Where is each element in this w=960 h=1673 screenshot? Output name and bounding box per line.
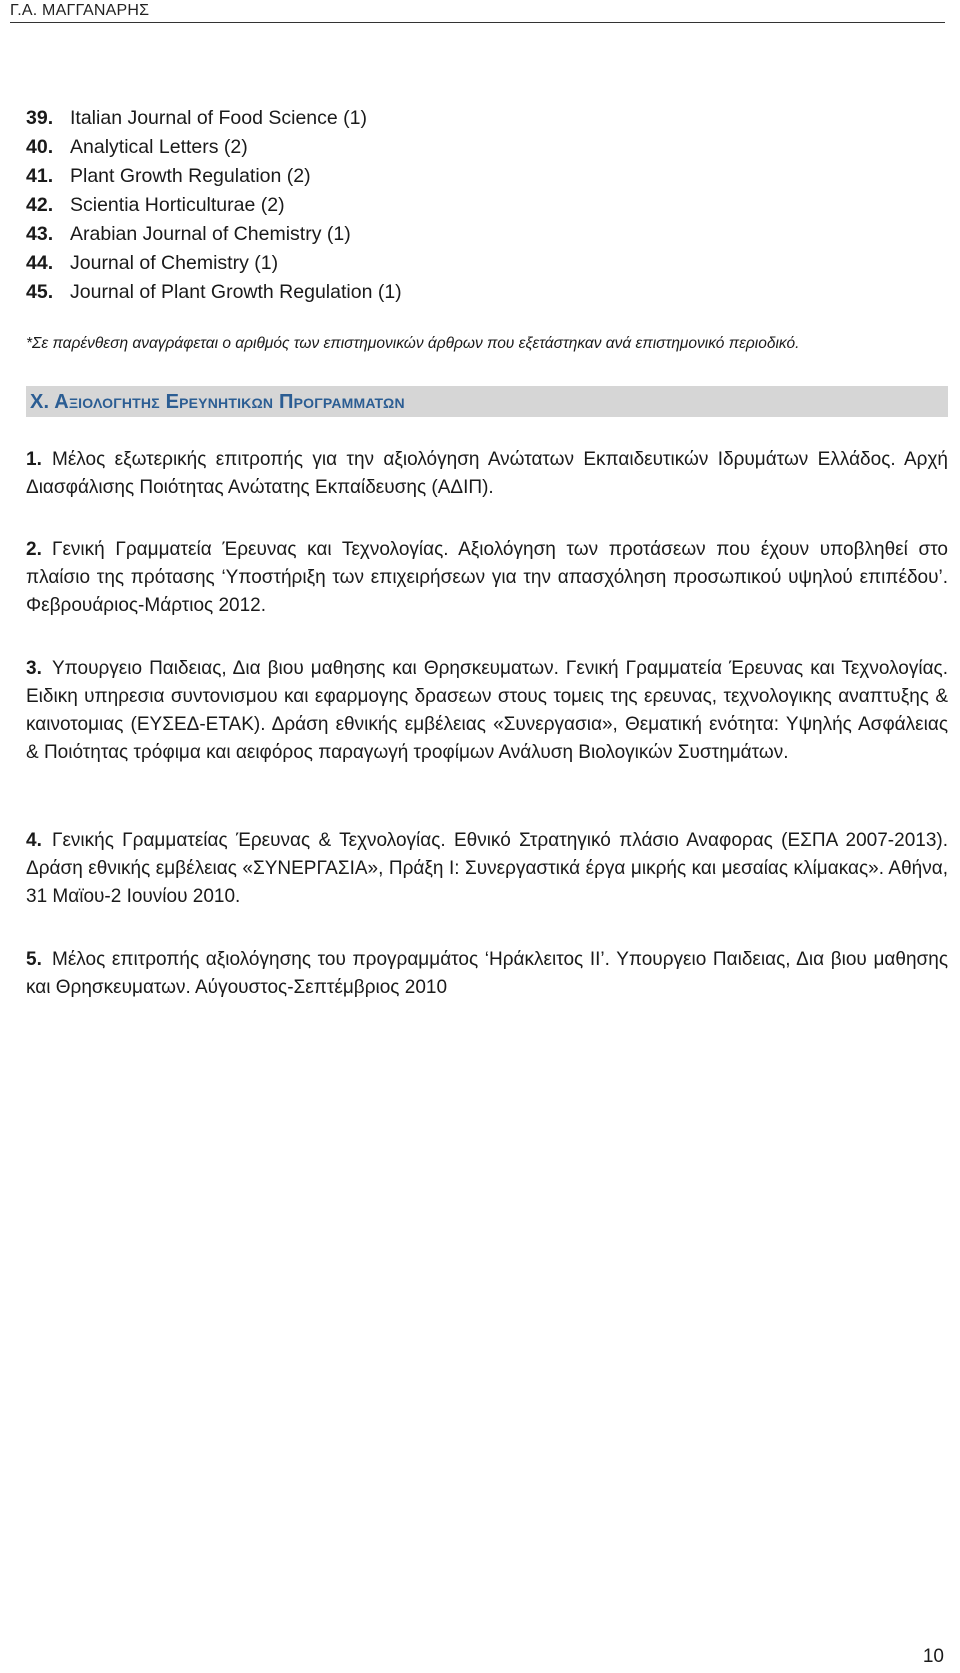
section-title: Χ. Αξιολογητης Ερευνητικων Προγραμματων [30,391,405,413]
evaluator-item [26,446,948,502]
evaluator-item [26,536,948,620]
journal-number: 39. [26,107,54,129]
journal-text: Plant Growth Regulation (2) [70,165,311,187]
journal-text: Italian Journal of Food Science (1) [70,107,367,129]
journal-item [26,104,402,133]
journal-number: 41. [26,165,54,187]
header-rule [10,22,945,23]
journal-item [26,220,402,249]
journal-item [26,278,402,307]
journal-text: Scientia Horticulturae (2) [70,194,285,216]
journal-number: 42. [26,194,54,216]
journal-number: 44. [26,252,54,274]
evaluator-item [26,655,948,767]
journal-number: 43. [26,223,54,245]
item-text: Γενική Γραμματεία Έρευνας και Τεχνολογίας. Αξιολόγηση των προτάσεων που έχουν υποβληθεί στο πλαίσιο της πρότασης ‘Υποστήριξη των επιχειρήσεων για την απασχόληση προσωπικού υψηλού επιπέδου’. Φεβρουάριος-Μάρτιος 2012. [26,539,948,616]
journal-number: 45. [26,281,54,303]
section-heading-bar [26,386,948,417]
footnote: *Σε παρένθεση αναγράφεται ο αριθμός των επιστημονικών άρθρων που εξετάστηκαν ανά επιστημονικό περιοδικό. [26,335,800,352]
journal-text: Arabian Journal of Chemistry (1) [70,223,351,245]
journal-item [26,133,402,162]
journal-text: Journal of Chemistry (1) [70,252,279,274]
running-header-author: Γ.Α. ΜΑΓΓΑΝΑΡΗΣ [10,2,150,19]
journal-text: Analytical Letters (2) [70,136,248,158]
evaluator-item [26,946,948,1002]
item-number: 3. [26,658,42,679]
journal-list [26,104,402,307]
journal-item [26,191,402,220]
journal-item [26,249,402,278]
evaluator-item [26,827,948,911]
page-number: 10 [922,1646,944,1667]
item-text: Γενικής Γραμματείας Έρευνας & Τεχνολογίας. Εθνικό Στρατηγικό πλάσιο Αναφορας (ΕΣΠΑ 2007-2013). Δράση εθνικής εμβέλειας «ΣΥΝΕΡΓΑΣΙΑ», Πράξη Ι: Συνεργαστικά έργα μικρής και μεσαίας κλίμακας». Αθήνα, 31 Μαϊου-2 Ιουνίου 2010. [26,830,948,907]
journal-number: 40. [26,136,54,158]
item-text: Μέλος εξωτερικής επιτροπής για την αξιολόγηση Ανώτατων Εκπαιδευτικών Ιδρυμάτων Ελλάδος. Αρχή Διασφάλισης Ποιότητας Ανώτατης Εκπαίδευσης (ΑΔΙΠ). [26,449,948,498]
item-number: 1. [26,449,42,470]
journal-item [26,162,402,191]
journal-text: Journal of Plant Growth Regulation (1) [70,281,402,303]
item-text: Μέλος επιτροπής αξιολόγησης του προγραμμάτος ‘Ηράκλειτος ΙΙ’. Υπουργειο Παιδειας, Δια βιου μαθησης και Θρησκευματων. Αύγουστος-Σεπτέμβριος 2010 [26,949,948,998]
item-number: 5. [26,949,42,970]
item-number: 4. [26,830,42,851]
item-number: 2. [26,539,42,560]
item-text: Υπουργειο Παιδειας, Δια βιου μαθησης και Θρησκευματων. Γενική Γραμματεία Έρευνας και Τεχνολογίας. Ειδικη υπηρεσια συντονισμου και εφαρμογης δρασεων στους τομεις της ερευνας, τεχνολογικης αναπτυξης & καινοτομιας (ΕΥΣΕΔ-ΕΤΑΚ). Δράση εθνικής εμβέλειας «Συνεργασια», Θεματική ενότητα: Υψηλής Ασφάλειας & Ποιότητας τρόφιμα και αειφόρος παραγωγή τροφίμων Ανάλυση Βιολογικών Συστημάτων. [26,658,948,763]
